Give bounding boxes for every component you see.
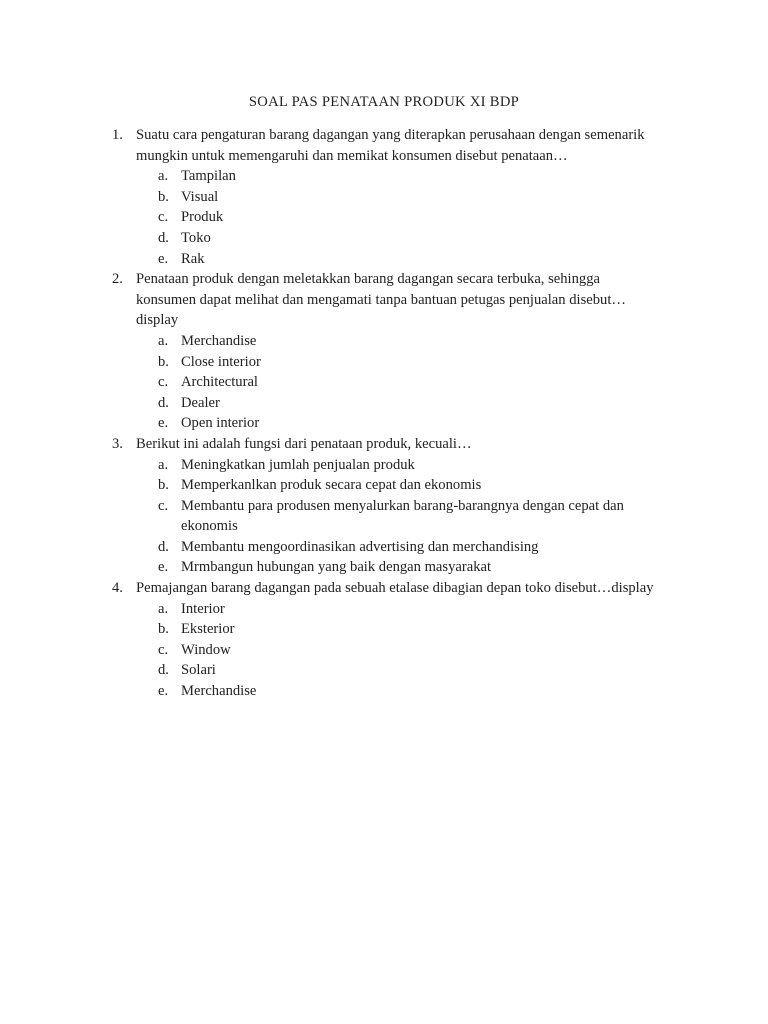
option-a xyxy=(136,599,668,620)
option-letter: e. xyxy=(158,559,169,576)
option-text: Merchandise xyxy=(181,683,257,700)
question-text xyxy=(136,125,668,166)
option-letter: e. xyxy=(158,250,169,267)
option-text: Window xyxy=(181,641,231,658)
option-letter: c. xyxy=(158,641,169,658)
option-list xyxy=(136,331,668,434)
question-number: 3. xyxy=(112,435,123,452)
question-text xyxy=(136,578,668,599)
question-2 xyxy=(108,269,668,434)
option-text: Interior xyxy=(181,600,225,617)
option-text: Toko xyxy=(181,229,211,246)
question-4 xyxy=(108,578,668,702)
option-letter: e. xyxy=(158,683,169,700)
option-letter: e. xyxy=(158,415,169,432)
option-text-continuation: ekonomis xyxy=(181,518,238,535)
option-b xyxy=(136,475,668,496)
option-text: Open interior xyxy=(181,415,260,432)
option-b xyxy=(136,352,668,373)
option-e xyxy=(136,413,668,434)
option-text: Eksterior xyxy=(181,621,235,638)
option-d xyxy=(136,228,668,249)
option-e xyxy=(136,249,668,270)
option-letter: b. xyxy=(158,188,169,205)
question-3 xyxy=(108,434,668,578)
option-e xyxy=(136,681,668,702)
question-1 xyxy=(108,125,668,269)
option-letter: b. xyxy=(158,477,169,494)
option-d xyxy=(136,393,668,414)
option-c xyxy=(136,640,668,661)
option-b xyxy=(136,619,668,640)
option-letter: a. xyxy=(158,456,169,473)
option-a xyxy=(136,455,668,476)
option-text: Rak xyxy=(181,250,205,267)
option-list xyxy=(136,455,668,579)
option-letter: c. xyxy=(158,497,169,514)
option-text: Architectural xyxy=(181,374,258,391)
option-text: Visual xyxy=(181,188,219,205)
option-d xyxy=(136,660,668,681)
option-text: Tampilan xyxy=(181,168,236,185)
option-text: Close interior xyxy=(181,353,261,370)
question-text-line: Pemajangan barang dagangan pada sebuah etalase dibagian depan toko disebut…display xyxy=(136,580,654,597)
option-b xyxy=(136,187,668,208)
option-list xyxy=(136,599,668,702)
question-text-line: display xyxy=(136,312,179,329)
question-text-line: Penataan produk dengan meletakkan barang dagangan secara terbuka, sehingga xyxy=(136,271,600,288)
option-letter: a. xyxy=(158,332,169,349)
option-c xyxy=(136,207,668,228)
option-c xyxy=(136,496,668,537)
question-text-line: Suatu cara pengaturan barang dagangan yang diterapkan perusahaan dengan semenarik xyxy=(136,127,645,143)
option-letter: d. xyxy=(158,229,169,246)
option-text: Solari xyxy=(181,662,216,679)
option-letter: a. xyxy=(158,600,169,617)
option-text: Memperkanlkan produk secara cepat dan ekonomis xyxy=(181,477,482,494)
option-letter: d. xyxy=(158,394,169,411)
option-text: Membantu para produsen menyalurkan barang-barangnya dengan cepat dan xyxy=(181,497,624,514)
option-e xyxy=(136,557,668,578)
option-text: Dealer xyxy=(181,394,220,411)
question-list xyxy=(108,125,668,702)
option-d xyxy=(136,537,668,558)
option-letter: c. xyxy=(158,209,169,226)
option-letter: d. xyxy=(158,662,169,679)
question-text-line: mungkin untuk memengaruhi dan memikat konsumen disebut penataan… xyxy=(136,147,568,164)
option-letter: c. xyxy=(158,374,169,391)
option-letter: d. xyxy=(158,538,169,555)
document-title: SOAL PAS PENATAAN PRODUK XI BDP xyxy=(248,94,520,110)
question-text xyxy=(136,434,668,455)
question-text xyxy=(136,269,668,331)
question-number: 1. xyxy=(112,127,123,143)
question-number: 4. xyxy=(112,580,123,597)
option-a xyxy=(136,331,668,352)
option-text: Membantu mengoordinasikan advertising dan merchandising xyxy=(181,538,539,555)
option-text: Merchandise xyxy=(181,332,257,349)
option-letter: a. xyxy=(158,168,169,185)
option-text: Mrmbangun hubungan yang baik dengan masyarakat xyxy=(181,559,492,576)
question-text-line: Berikut ini adalah fungsi dari penataan produk, kecuali… xyxy=(136,435,472,452)
option-c xyxy=(136,372,668,393)
option-letter: b. xyxy=(158,621,169,638)
option-text: Produk xyxy=(181,209,224,226)
option-letter: b. xyxy=(158,353,169,370)
option-list xyxy=(136,166,668,269)
option-a xyxy=(136,166,668,187)
question-text-line: konsumen dapat melihat dan mengamati tanpa bantuan petugas penjualan disebut… xyxy=(136,291,626,308)
question-number: 2. xyxy=(112,271,123,288)
option-text: Meningkatkan jumlah penjualan produk xyxy=(181,456,415,473)
